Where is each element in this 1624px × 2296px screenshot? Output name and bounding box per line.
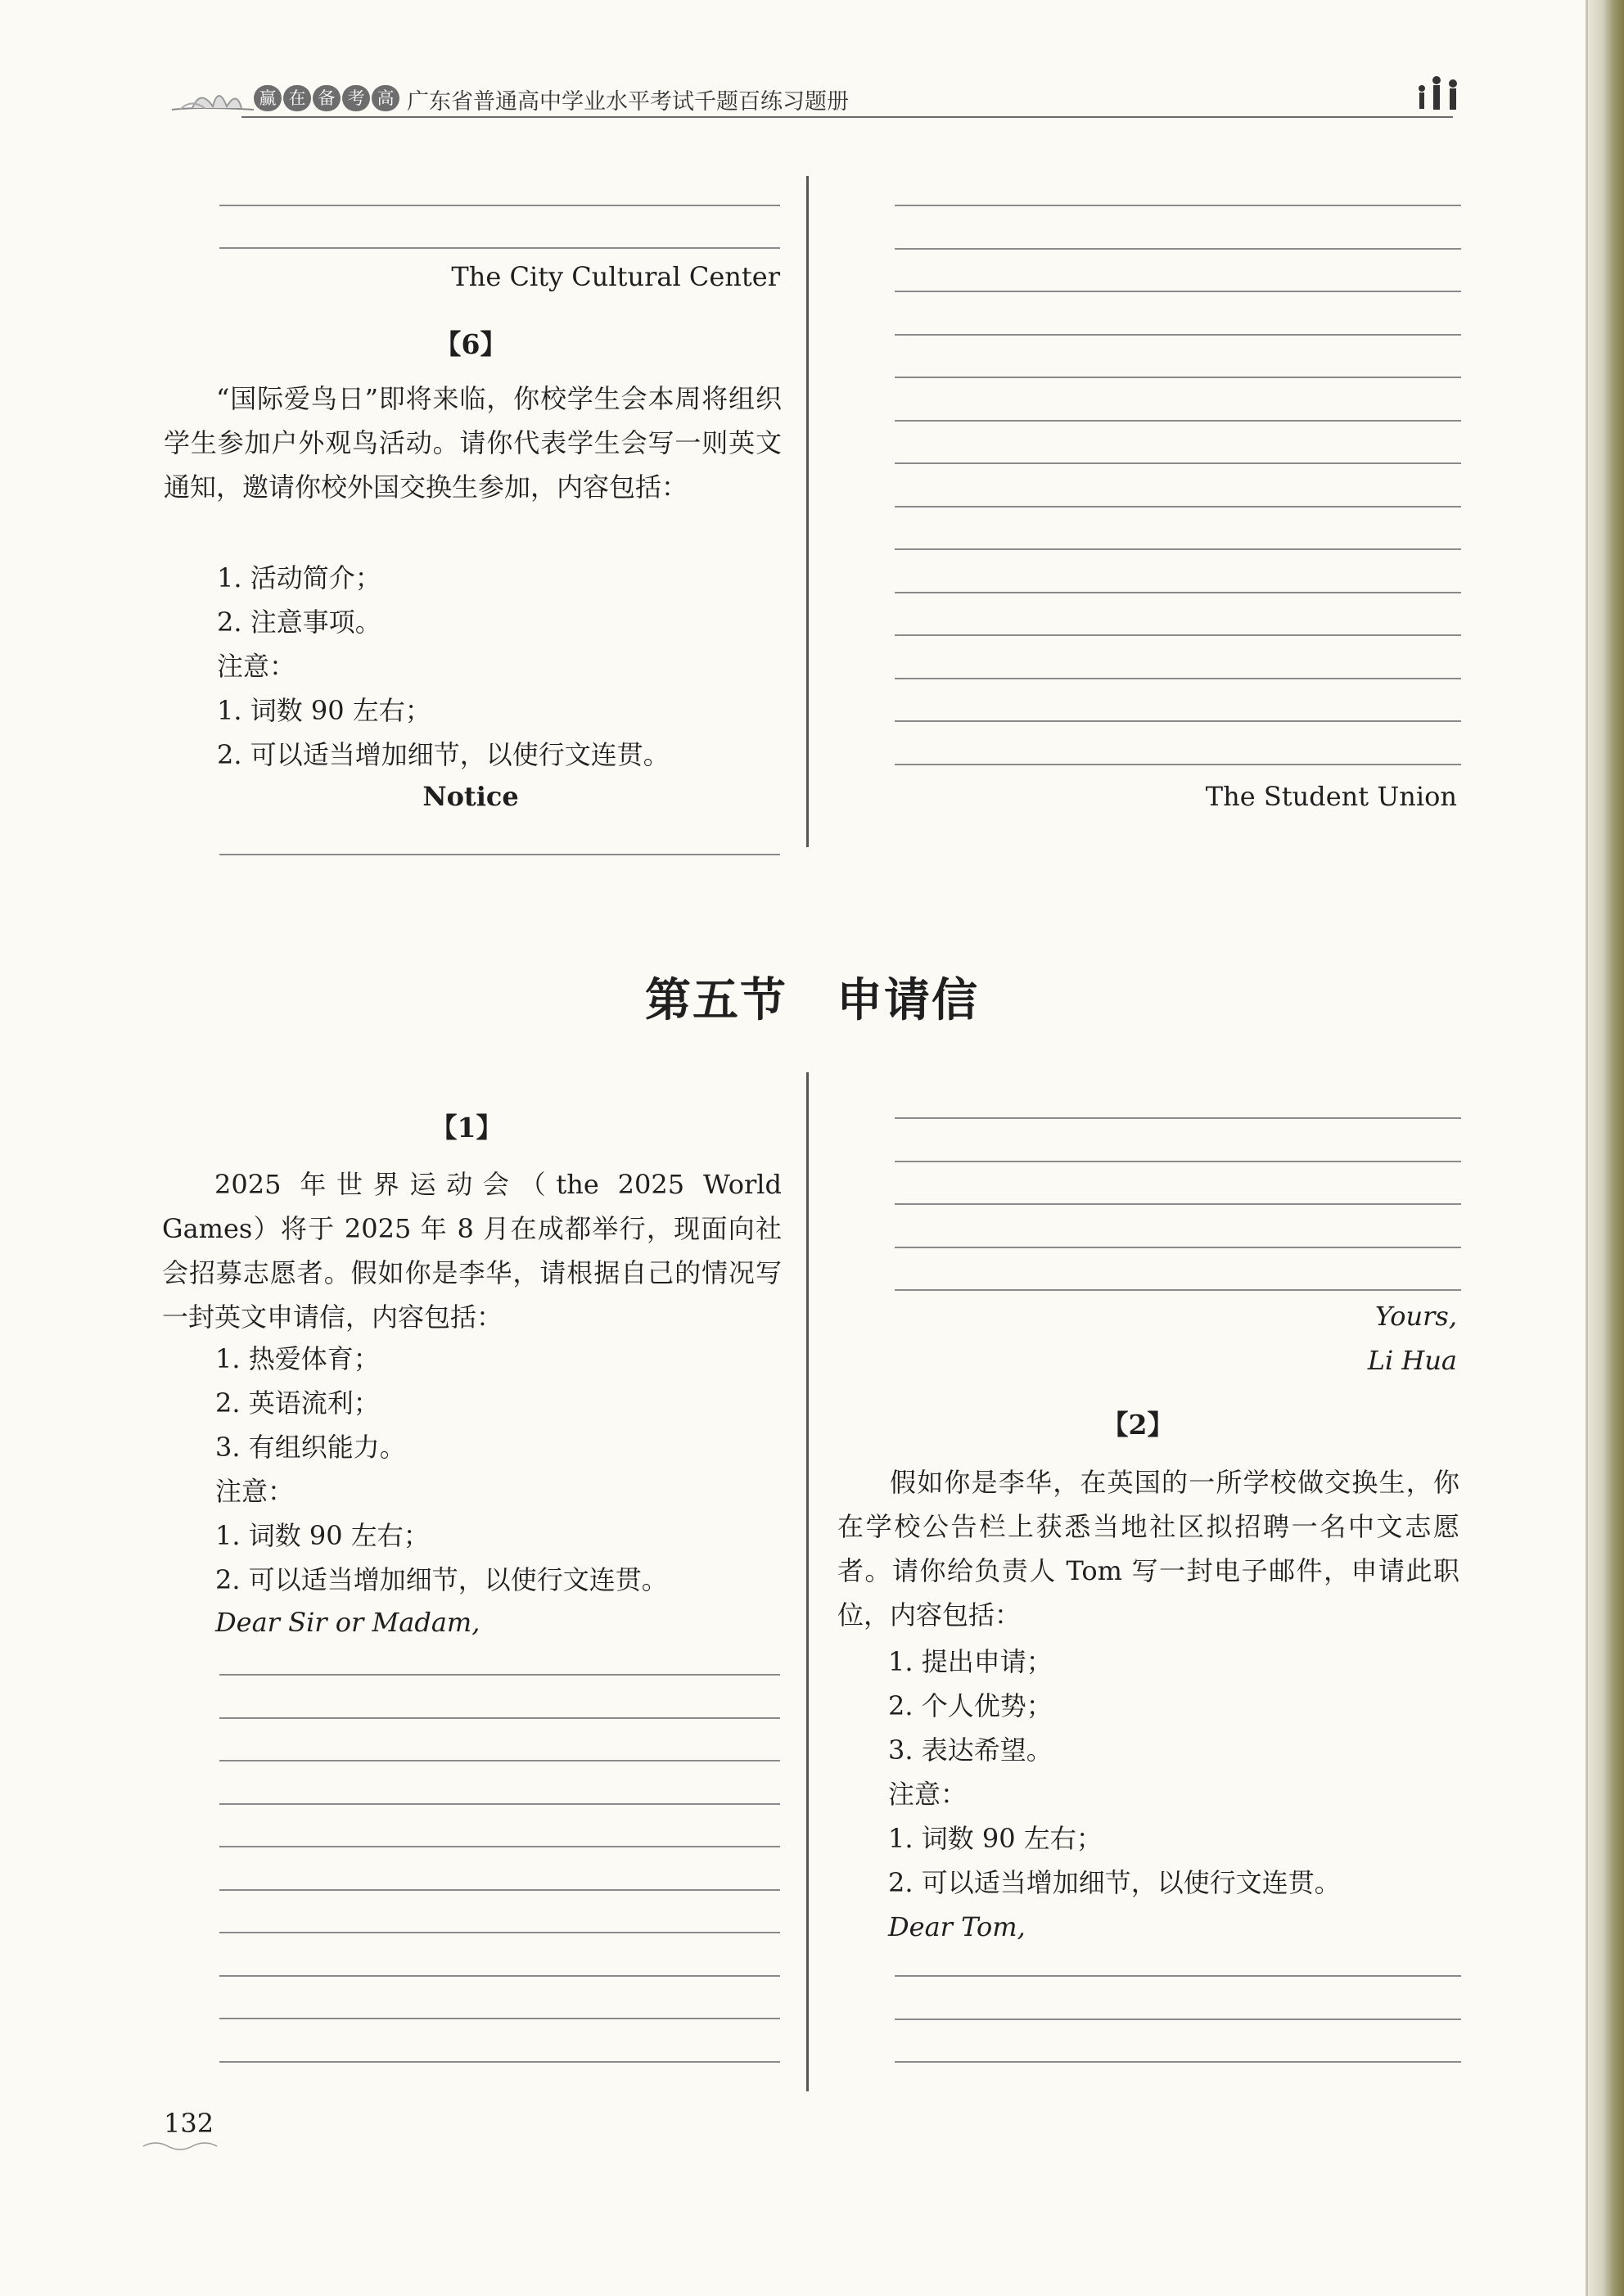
salutation-sir-madam: Dear Sir or Madam,	[215, 1607, 480, 1638]
task-prompt-1: 2025 年世界运动会（the 2025 World Games）将于 2025 年 8 月在成都举行，现面向社会招募志愿者。假如你是李华，请根据自己的情况写一封英文申请信，内容包括：	[162, 1169, 782, 1333]
answer-line	[895, 1289, 1461, 1291]
page-number: 132	[164, 2108, 214, 2139]
answer-line	[219, 1846, 780, 1847]
badge-char: 考	[342, 85, 370, 111]
answer-line	[895, 1203, 1461, 1205]
answer-line	[219, 1674, 780, 1676]
answer-line	[219, 2061, 780, 2063]
column-divider-top	[806, 176, 809, 847]
running-header	[168, 74, 1469, 123]
note-label: 注意：	[888, 1779, 968, 1810]
item-label-6: 【6】	[434, 328, 508, 360]
footer-ornament-icon	[139, 2138, 229, 2154]
content-item: 1. 活动简介；	[217, 562, 381, 593]
answer-line	[219, 1932, 780, 1933]
answer-line	[895, 1161, 1461, 1162]
closing-yours: Yours,	[1374, 1301, 1457, 1332]
header-badge	[254, 85, 399, 111]
note-item: 1. 词数 90 左右；	[888, 1823, 1103, 1854]
answer-line	[895, 1975, 1461, 1977]
section-heading	[0, 964, 1624, 1030]
salutation-tom: Dear Tom,	[888, 1911, 1026, 1942]
header-title: 广东省普通高中学业水平考试千题百练习题册	[407, 89, 849, 115]
content-item: 1. 提出申请；	[888, 1646, 1053, 1677]
answer-line	[895, 678, 1461, 679]
note-item: 2. 可以适当增加细节，以使行文连贯。	[215, 1564, 668, 1595]
note-item: 1. 词数 90 左右；	[215, 1520, 430, 1551]
task-prompt-6: “国际爱鸟日”即将来临，你校学生会本周将组织学生参加户外观鸟活动。请你代表学生会写一则英文通知，邀请你校外国交换生参加，内容包括：	[164, 383, 782, 503]
content-item: 2. 注意事项。	[217, 607, 381, 638]
notice-title: Notice	[422, 781, 519, 812]
note-item: 2. 可以适当增加细节，以使行文连贯。	[217, 739, 670, 770]
content-item: 3. 有组织能力。	[215, 1432, 406, 1463]
task-prompt-2: 假如你是李华，在英国的一所学校做交换生，你在学校公告栏上获悉当地社区拟招聘一名中文志愿者。请你给负责人 Tom 写一封电子邮件，申请此职位，内容包括：	[837, 1467, 1459, 1631]
answer-line	[895, 2061, 1461, 2063]
answer-line	[219, 854, 780, 855]
signoff-cultural-center: The City Cultural Center	[451, 261, 780, 292]
lotus-icon	[168, 74, 258, 115]
content-item: 2. 个人优势；	[888, 1690, 1053, 1721]
item-label-2: 【2】	[1101, 1409, 1175, 1441]
people-icon	[1412, 74, 1469, 120]
answer-line	[219, 1760, 780, 1761]
signoff-student-union: The Student Union	[1205, 781, 1457, 812]
answer-line	[895, 506, 1461, 507]
answer-line	[219, 1803, 780, 1805]
answer-line	[219, 247, 780, 249]
answer-line	[219, 1717, 780, 1719]
answer-line	[895, 1247, 1461, 1248]
column-divider-bottom	[806, 1072, 809, 2091]
note-label: 注意：	[217, 651, 296, 682]
answer-line	[895, 334, 1461, 336]
answer-line	[895, 1117, 1461, 1119]
header-rule	[241, 116, 1453, 118]
answer-line	[895, 205, 1461, 206]
answer-line	[895, 248, 1461, 250]
badge-char: 在	[283, 85, 311, 111]
note-item: 2. 可以适当增加细节，以使行文连贯。	[888, 1867, 1341, 1898]
content-item: 2. 英语流利；	[215, 1387, 380, 1419]
answer-line	[219, 1889, 780, 1891]
answer-line	[895, 548, 1461, 550]
section-number: 第五节	[645, 974, 787, 1027]
badge-char: 备	[313, 85, 341, 111]
answer-line	[219, 205, 780, 206]
note-item: 1. 词数 90 左右；	[217, 695, 431, 726]
binding-edge	[1586, 0, 1588, 2296]
badge-char: 赢	[254, 85, 282, 111]
content-item: 1. 热爱体育；	[215, 1343, 380, 1374]
answer-line	[895, 291, 1461, 292]
answer-line	[895, 592, 1461, 593]
signature-li-hua: Li Hua	[1367, 1345, 1457, 1376]
answer-line	[895, 720, 1461, 722]
answer-line	[895, 420, 1461, 422]
answer-line	[895, 377, 1461, 378]
note-label: 注意：	[215, 1476, 295, 1507]
content-item: 3. 表达希望。	[888, 1734, 1053, 1766]
answer-line	[895, 634, 1461, 636]
item-label-1: 【1】	[430, 1112, 503, 1143]
answer-line	[219, 2018, 780, 2019]
badge-char: 高	[372, 85, 399, 111]
binding-strip	[1588, 0, 1624, 2296]
answer-line	[219, 1975, 780, 1977]
answer-line	[895, 764, 1461, 765]
answer-line	[895, 2019, 1461, 2020]
section-title: 申请信	[837, 974, 979, 1027]
answer-line	[895, 462, 1461, 464]
